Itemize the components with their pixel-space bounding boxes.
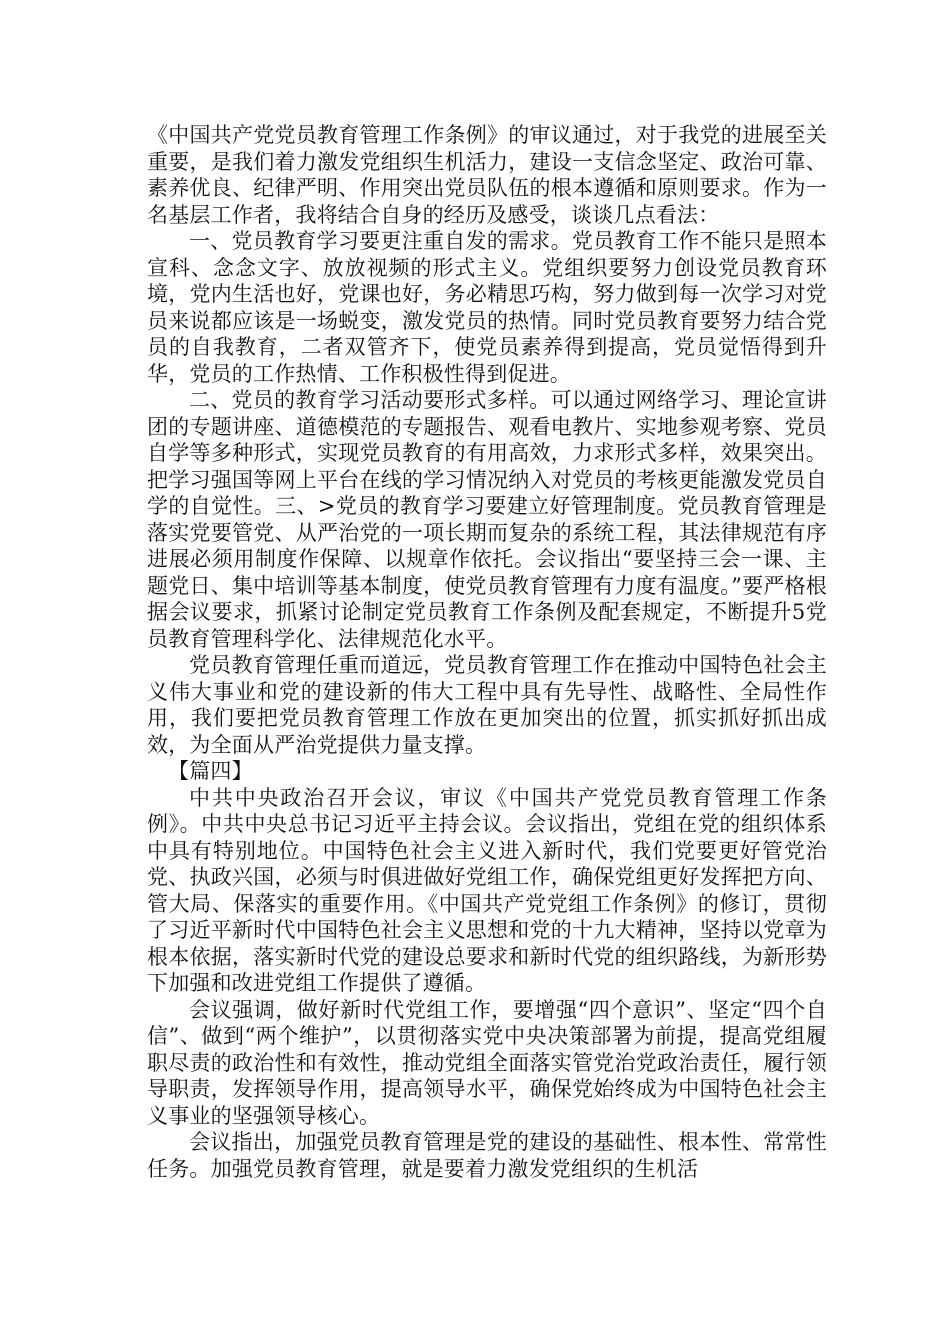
- section-four-paragraph-3: 会议指出，加强党员教育管理是党的建设的基础性、根本性、常常性任务。加强党员教育管理，就是要着力激发党组织的生机活: [147, 1130, 827, 1181]
- intro-paragraph: 《中国共产党党员教育管理工作条例》的审议通过，对于我党的进展至关重要，是我们着力激发党组织生机活力，建设一支信念坚定、政治可靠、素养优良、纪律严明、作用突出党员队伍的根本遵循和原则要求。作为一名基层工作者，我将结合自身的经历及感受，谈谈几点看法：: [147, 123, 827, 227]
- section-four-paragraph-1: 中共中央政治召开会议，审议《中国共产党党员教育管理工作条例》。中共中央总书记习近平主持会议。会议指出，党组在党的组织体系中具有特别地位。中国特色社会主义进入新时代，我们党要更好管党治党、执政兴国，必须与时俱进做好党组工作，确保党组更好发挥把方向、管大局、保落实的重要作用。《中国共产党党组工作条例》的修订，贯彻了习近平新时代中国特色社会主义思想和党的十九大精神，坚持以党章为根本依据，落实新时代党的建设总要求和新时代党的组织路线，为新形势下加强和改进党组工作提供了遵循。: [147, 785, 827, 995]
- point-one-paragraph: 一、党员教育学习要更注重自发的需求。党员教育工作不能只是照本宣科、念念文字、放放视频的形式主义。党组织要努力创设党员教育环境，党内生活也好，党课也好，务必精思巧构，努力做到每一次学习对党员来说都应该是一场蜕变，激发党员的热情。同时党员教育要努力结合党员的自我教育，二者双管齐下，使党员素养得到提高，党员觉悟得到升华，党员的工作热情、工作积极性得到促进。: [147, 229, 827, 386]
- conclusion-paragraph: 党员教育管理任重而道远，党员教育管理工作在推动中国特色社会主义伟大事业和党的建设新的伟大工程中具有先导性、战略性、全局性作用，我们要把党员教育管理工作放在更加突出的位置，抓实抓好抓出成效，为全面从严治党提供力量支撑。: [147, 653, 827, 757]
- point-two-paragraph: 二、党员的教育学习活动要形式多样。可以通过网络学习、理论宣讲团的专题讲座、道德模范的专题报告、观看电教片、实地参观考察、党员自学等多种形式，实现党员教育的有用高效，力求形式多样，效果突出。把学习强国等网上平台在线的学习情况纳入对党员的考核更能激发党员自学的自觉性。三、>党员的教育学习要建立好管理制度。党员教育管理是落实党要管党、从严治党的一项长期而复杂的系统工程，其法律规范有序进展必须用制度作保障、以规章作依托。会议指出“要坚持三会一课、主题党日、集中培训等基本制度，使党员教育管理有力度有温度。”要严格根据会议要求，抓紧讨论制定党员教育工作条例及配套规定，不断提升5党员教育管理科学化、法律规范化水平。: [147, 388, 827, 651]
- section-four-paragraph-2: 会议强调，做好新时代党组工作，要增强“四个意识”、坚定“四个自信”、做到“两个维护”，以贯彻落实党中央决策部署为前提，提高党组履职尽责的政治性和有效性，推动党组全面落实管党治党政治责任，履行领导职责，发挥领导作用，提高领导水平，确保党始终成为中国特色社会主义事业的坚强领导核心。: [147, 997, 827, 1128]
- section-heading: 【篇四】: [168, 759, 253, 783]
- document-page: [147, 122, 827, 1182]
